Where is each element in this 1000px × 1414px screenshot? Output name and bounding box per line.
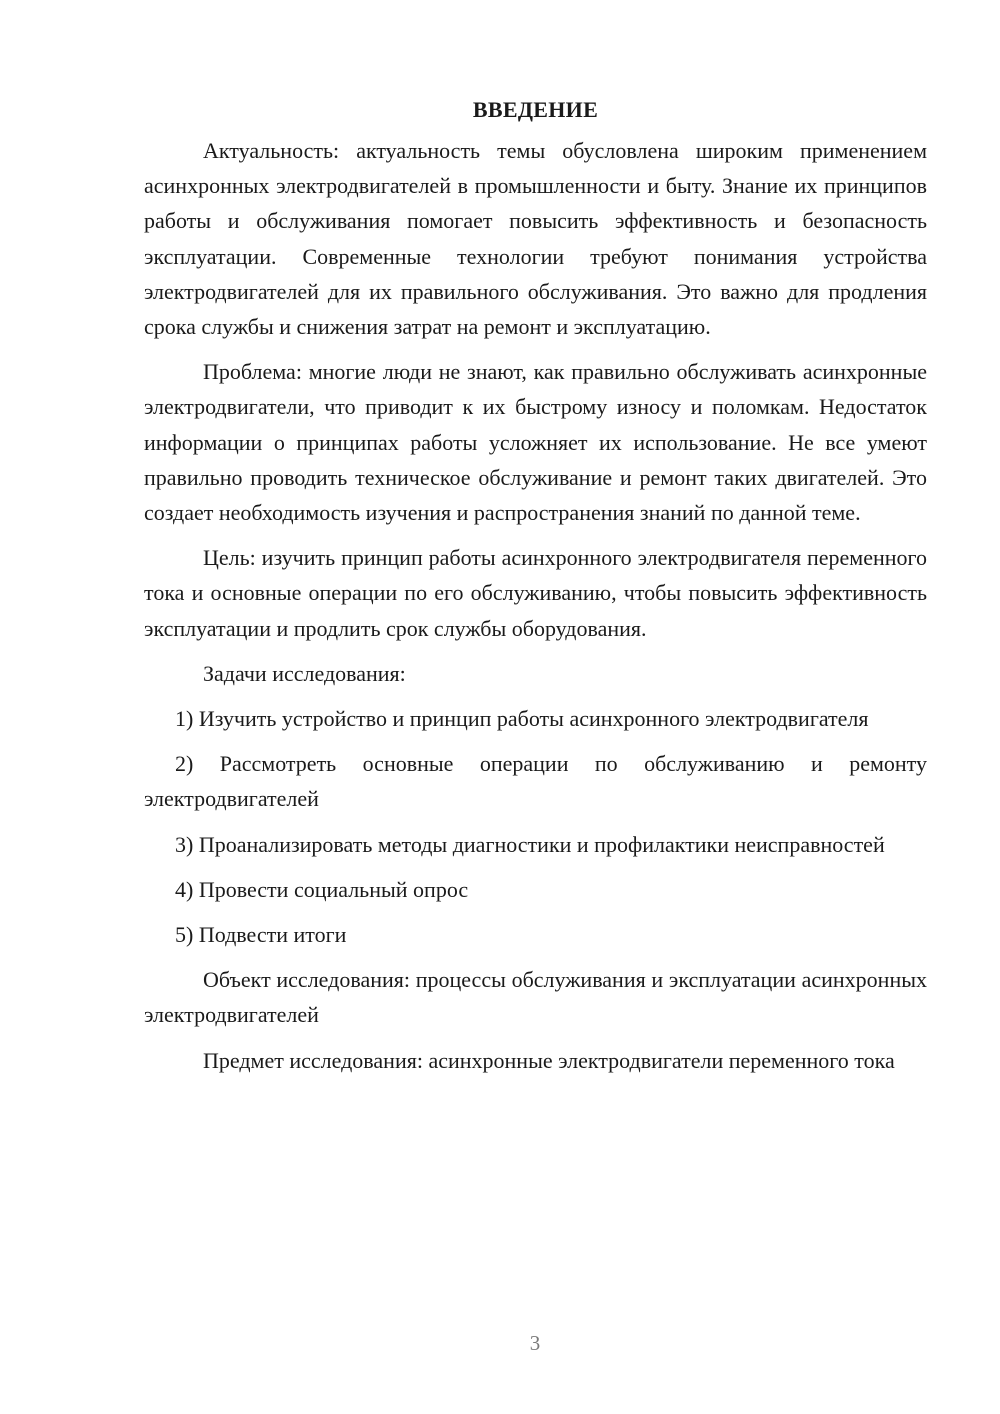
task-item: 3) Проанализировать методы диагностики и профилактики неисправностей [175,831,885,857]
problem-paragraph: Проблема: многие люди не знают, как правильно обслуживать асинхронные электродвигатели, что приводит к их быстрому износу и поломкам. Недостаток информации о принципах работы усложняет их использование. Не все умеют правильно проводить техническое обслуживание и ремонт таких двигателей. Это создает необходимость изучения и распространения знаний по данной теме. [144,359,927,526]
task-item: 4) Провести социальный опрос [175,876,469,902]
goal-paragraph: Цель: изучить принцип работы асинхронного электродвигателя переменного тока и основные операции по его обслуживанию, чтобы повысить эффективность эксплуатации и продлить срок службы оборудования. [144,545,927,641]
task-item: 5) Подвести итоги [175,922,347,948]
subject-paragraph: Предмет исследования: асинхронные электродвигатели переменного тока [203,1047,895,1073]
task-item: 2) Рассмотреть основные операции по обслуживанию и ремонту электродвигателей [144,751,927,812]
page-title: ВВЕДЕНИЕ [472,97,599,122]
relevance-paragraph: Актуальность: актуальность темы обусловлена широким применением асинхронных электродвигателей в промышленности и быту. Знание их принципов работы и обслуживания помогает повысить эффективность и безопасность эксплуатации. Современные технологии требуют понимания устройства электродвигателей для их правильного обслуживания. Это важно для продления срока службы и снижения затрат на ремонт и эксплуатацию. [144,138,927,340]
task-item: 1) Изучить устройство и принцип работы асинхронного электродвигателя [175,706,869,732]
tasks-intro: Задачи исследования: [203,660,406,686]
object-paragraph: Объект исследования: процессы обслуживания и эксплуатации асинхронных электродвигателей [144,967,927,1028]
page-number: 3 [529,1331,541,1355]
page-content [144,92,927,1088]
